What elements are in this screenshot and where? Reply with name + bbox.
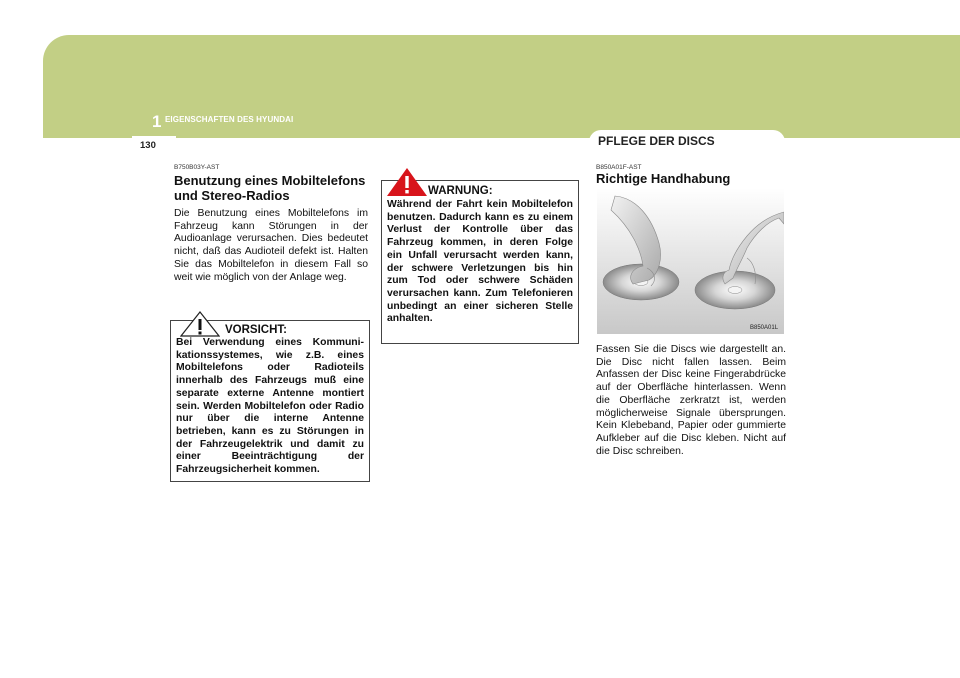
section-code: B850A01F-AST [596, 164, 642, 171]
caution-box [170, 320, 370, 482]
chapter-number: 1 [152, 112, 162, 131]
warning-title: WARNUNG: [428, 185, 493, 197]
section-heading: Richtige Handhabung [596, 171, 731, 186]
section-body: Die Benutzung eines Mobiltelefons im Fahrzeug kann Störungen in der Audioanlage verursachen. Dies bedeutet nicht, daß das Audioteil defekt ist. Halten Sie das Mobiltelefon in diesem Fall so weit wie möglich von der Anlage weg. [174, 208, 368, 283]
page-number: 130 [140, 140, 156, 151]
warning-box [381, 180, 579, 344]
disc-handling-section [596, 164, 786, 186]
disc-handling-illustration [597, 188, 784, 334]
section-heading: Benutzung eines Mobiltelefons und Stereo-Radios [174, 173, 366, 203]
caution-title: VORSICHT: [225, 324, 287, 336]
caution-body: Bei Verwendung eines Kommuni-kationssystemes, wie z.B. eines Mobiltelefons oder Radioteils innerhalb des Fahrzeugs muß eine separate externe Antenne montiert sein. Werden Mobiltelefon oder Radio nur über die interne Antenne betrieben, kann es zu Störungen in der Fahrzeugelektrik und damit zu einer Beeinträchtigung der Fahrzeugsicherheit kommen. [176, 337, 364, 476]
section-code: B750B03Y-AST [174, 164, 220, 171]
caution-triangle-icon [180, 311, 220, 337]
section-title: PFLEGE DER DISCS [598, 134, 715, 148]
warning-body: Während der Fahrt kein Mobiltelefon benutzen. Dadurch kann es zu einem Verlust der Kontrolle über das Fahrzeug kommen, in deren Folge ein Unfall verursacht werden kann, der schwere Verletzungen bis hin zum Tod oder schwere Schäden verursachen kann. Zum Telefonieren unbedingt an einer sicheren Stelle anhalten. [387, 199, 573, 325]
image-caption: B850A01L [750, 325, 779, 331]
warning-triangle-icon [386, 167, 428, 197]
disc-handling-body: Fassen Sie die Discs wie dargestellt an. Die Disc nicht fallen lassen. Beim Anfassen der Disc keine Fingerabdrücke auf der Oberfläche hinterlassen. Wenn die Oberfläche zerkratzt ist, werden möglicherweise Signale übersprungen. Kein Klebeband, Papier oder gummierte Aufkleber auf die Disc kleben. Nicht auf die Disc schreiben. [596, 344, 786, 457]
chapter-title: EIGENSCHAFTEN DES HYUNDAI [165, 115, 294, 124]
mobile-phone-section [174, 164, 368, 284]
